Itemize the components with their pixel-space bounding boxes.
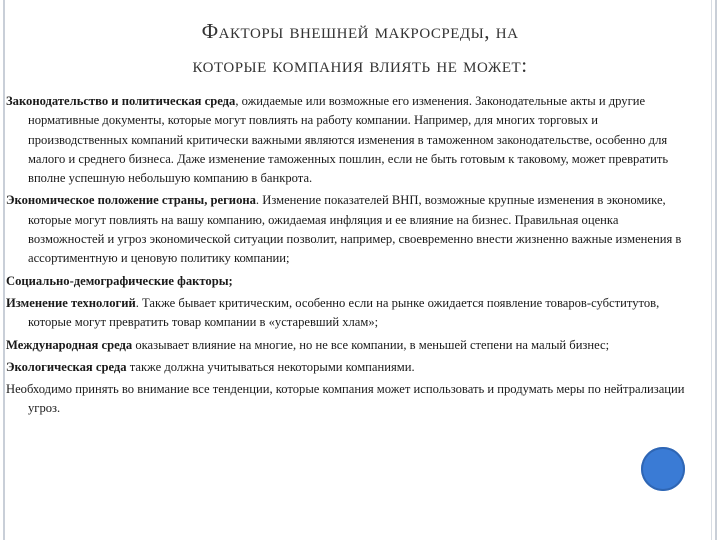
- paragraph-text: . Изменение показателей ВНП, возможные крупные изменения в экономике, которые могут повлиять на вашу компанию, ожидаемая инфляция и ее влияние на бизнес. Правильная оценка возможностей и угроз экономической ситуации позволит, например, своевременно внести жизненно важные изменения в ассортиментную и ценовую политику компании;: [28, 193, 682, 266]
- paragraph-conclusion: [6, 380, 692, 419]
- paragraph-heading: Социально-демографические факторы;: [6, 273, 233, 288]
- right-border-line: [715, 0, 717, 540]
- paragraph-text: . Также бывает критическим, особенно если на рынке ожидается появление товаров-субститутов, которые могут превратить товар компании в «устаревший хлам»;: [28, 295, 660, 330]
- decorative-circle-icon: [641, 447, 685, 491]
- paragraph-heading: Законодательство и политическая среда: [6, 94, 236, 108]
- paragraph-heading: Изменение технологий: [6, 295, 136, 310]
- left-border-line: [3, 0, 5, 540]
- paragraph-heading: Международная среда: [6, 337, 133, 352]
- paragraph-international: [6, 336, 692, 355]
- right-border-line-inner: [711, 0, 712, 540]
- slide-title: [60, 14, 660, 82]
- paragraph-legislation: [6, 92, 692, 188]
- paragraph-economy: [6, 191, 692, 268]
- paragraph-ecology: [6, 358, 692, 377]
- paragraph-text: , ожидаемые или возможные его изменения. Законодательные акты и другие нормативные документы, которые могут повлиять на работу компании. Например, для многих торговых и производственных компаний критически важными являются изменения в таможенном законодательстве, особенно для малого и среднего бизнеса. Даже изменение таможенных пошлин, если не быть готовым к таковому, может превратить вполне успешную небольшую компанию в банкрота.: [28, 94, 669, 186]
- paragraph-text: также должна учитываться некоторыми компаниями.: [126, 359, 415, 374]
- paragraph-technology: [6, 294, 692, 333]
- paragraph-heading: Экологическая среда: [6, 359, 127, 374]
- paragraph-text: оказывает влияние на многие, но не все компании, в меньшей степени на малый бизнес;: [132, 337, 610, 352]
- slide-body: [6, 92, 692, 422]
- paragraph-social: [6, 272, 692, 291]
- paragraph-heading: Экономическое положение страны, региона: [6, 193, 256, 208]
- title-line-2: которые компания влиять не может:: [192, 53, 528, 77]
- paragraph-text: Необходимо принять во внимание все тенденции, которые компания может использовать и продумать меры по нейтрализации угроз.: [6, 382, 685, 416]
- title-line-1: Факторы внешней макросреды, на: [201, 19, 519, 43]
